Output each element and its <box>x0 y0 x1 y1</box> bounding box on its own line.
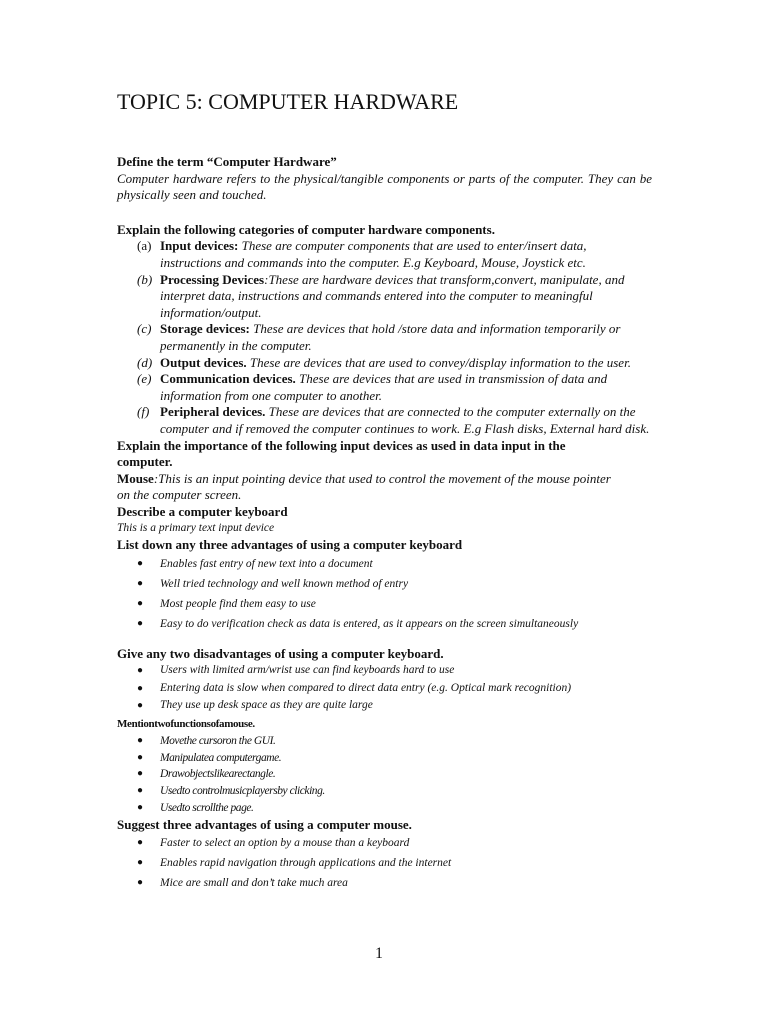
bullet-icon: ● <box>137 700 144 712</box>
category-description: :These are hardware devices that transform,convert, manipulate, and interpret data, instructions and commands entered into the computer to meaningful information/output. <box>160 271 625 320</box>
bullet-icon: ● <box>137 801 143 813</box>
mouse-functions-heading: Mentiontwofunctionsofamouse. <box>117 717 255 730</box>
category-marker: (d) <box>137 354 153 370</box>
mouse-advantages-heading: Suggest three advantages of using a computer mouse. <box>117 816 412 832</box>
mouse-explanation <box>117 471 617 504</box>
list-item <box>117 662 652 680</box>
bullet-icon: ● <box>137 768 143 780</box>
list-item <box>117 594 652 614</box>
list-item <box>117 873 652 893</box>
list-item <box>117 614 652 634</box>
bullet-icon: ● <box>137 665 144 677</box>
mouse-functions-list <box>117 733 652 817</box>
category-item-storage <box>117 321 650 354</box>
bullet-icon: ● <box>137 557 144 569</box>
category-term: Output devices. <box>160 354 247 370</box>
list-item <box>117 783 652 800</box>
definition-heading: Define the term “Computer Hardware” <box>117 154 337 169</box>
category-marker: (c) <box>137 321 152 337</box>
list-item-text: Entering data is slow when compared to direct data entry (e.g. Optical mark recognition) <box>160 681 572 694</box>
list-item <box>117 680 652 698</box>
list-item <box>117 554 652 574</box>
category-item-output <box>117 355 650 372</box>
keyboard-disadvantages-heading: Give any two disadvantages of using a computer keyboard. <box>117 645 444 661</box>
page-number: 1 <box>375 945 383 962</box>
keyboard-disadvantages-list <box>117 662 652 715</box>
category-item-processing <box>117 272 645 322</box>
bullet-icon: ● <box>137 734 143 746</box>
bullet-icon: ● <box>137 751 143 763</box>
category-description: These are devices that are used in transmission of data and information from one computer to another. <box>160 371 608 403</box>
input-importance-heading: Explain the importance of the following input devices as used in data input in the computer. <box>117 437 566 470</box>
document-body <box>117 154 652 893</box>
bullet-icon: ● <box>137 837 144 849</box>
list-item-text: Most people find them easy to use <box>160 597 316 610</box>
category-description: These are devices that are used to convey/display information to the user. <box>249 354 631 370</box>
list-item <box>117 800 652 817</box>
keyboard-advantages-list <box>117 554 652 634</box>
category-term: Storage devices: <box>160 321 250 337</box>
list-item-text: Usedto controlmusicplayersby clicking. <box>160 785 325 798</box>
category-marker: (b) <box>137 271 153 287</box>
category-term: Processing Devices <box>160 271 265 287</box>
category-description: These are computer components that are used to enter/insert data, instructions and commands into the computer. E.g Keyboard, Mouse, Joystick etc. <box>160 238 587 270</box>
list-item <box>117 750 652 767</box>
list-item <box>117 833 652 853</box>
categories-list <box>117 238 652 437</box>
list-item-text: Faster to select an option by a mouse than a keyboard <box>160 837 410 850</box>
list-item <box>117 733 652 750</box>
category-description: These are devices that hold /store data and information temporarily or permanently in the computer. <box>160 321 621 353</box>
bullet-icon: ● <box>137 857 144 869</box>
list-item-text: Usedto scrollthe page. <box>160 801 254 814</box>
list-item-text: Enables rapid navigation through applications and the internet <box>160 857 452 870</box>
list-item <box>117 853 652 873</box>
bullet-icon: ● <box>137 785 143 797</box>
list-item-text: Drawobjectslikearectangle. <box>160 768 276 781</box>
list-item-text: Users with limited arm/wrist use can find keyboards hard to use <box>160 664 455 677</box>
keyboard-advantages-heading: List down any three advantages of using a computer keyboard <box>117 537 463 553</box>
list-item-text: Enables fast entry of new text into a document <box>160 557 373 570</box>
bullet-icon: ● <box>137 617 144 629</box>
spacer <box>117 634 652 646</box>
list-item-text: Well tried technology and well known method of entry <box>160 577 409 590</box>
list-item-text: They use up desk space as they are quite large <box>160 699 373 712</box>
mouse-description: :This is an input pointing device that used to control the movement of the mouse pointer on the computer screen. <box>117 470 611 503</box>
category-term: Peripheral devices. <box>160 404 266 420</box>
spacer <box>117 204 652 222</box>
list-item <box>117 766 652 783</box>
categories-heading: Explain the following categories of computer hardware components. <box>117 221 495 237</box>
mouse-advantages-list <box>117 833 652 893</box>
category-item-input <box>117 238 625 271</box>
bullet-icon: ● <box>137 577 144 589</box>
list-item-text: Movethe cursoron the GUI. <box>160 734 276 747</box>
list-item-text: Manipulatea computergame. <box>160 751 282 764</box>
definition-answer: Computer hardware refers to the physical/tangible components or parts of the computer. They can be physically seen and touched. <box>117 170 652 203</box>
category-item-communication <box>117 371 655 404</box>
list-item-text: Mice are small and don’t take much area <box>160 877 348 890</box>
bullet-icon: ● <box>137 597 144 609</box>
list-item <box>117 697 652 715</box>
list-item <box>117 574 652 594</box>
list-item-text: Easy to do verification check as data is entered, as it appears on the screen simultaneously <box>160 617 579 630</box>
bullet-icon: ● <box>137 877 144 889</box>
category-term: Communication devices. <box>160 371 296 387</box>
category-marker: (a) <box>137 238 152 254</box>
keyboard-describe-heading: Describe a computer keyboard <box>117 503 288 519</box>
category-term: Input devices: <box>160 238 239 254</box>
bullet-icon: ● <box>137 682 144 694</box>
category-description: These are devices that are connected to the computer externally on the computer and if removed the computer continues to work. E.g Flash disks, External hard disk. <box>160 404 650 436</box>
mouse-term: Mouse <box>117 470 154 486</box>
keyboard-describe-answer: This is a primary text input device <box>117 522 275 535</box>
category-marker: (e) <box>137 371 152 387</box>
category-item-peripheral <box>117 404 650 437</box>
page-title: TOPIC 5: COMPUTER HARDWARE <box>117 89 459 114</box>
category-marker: (f) <box>137 404 150 420</box>
